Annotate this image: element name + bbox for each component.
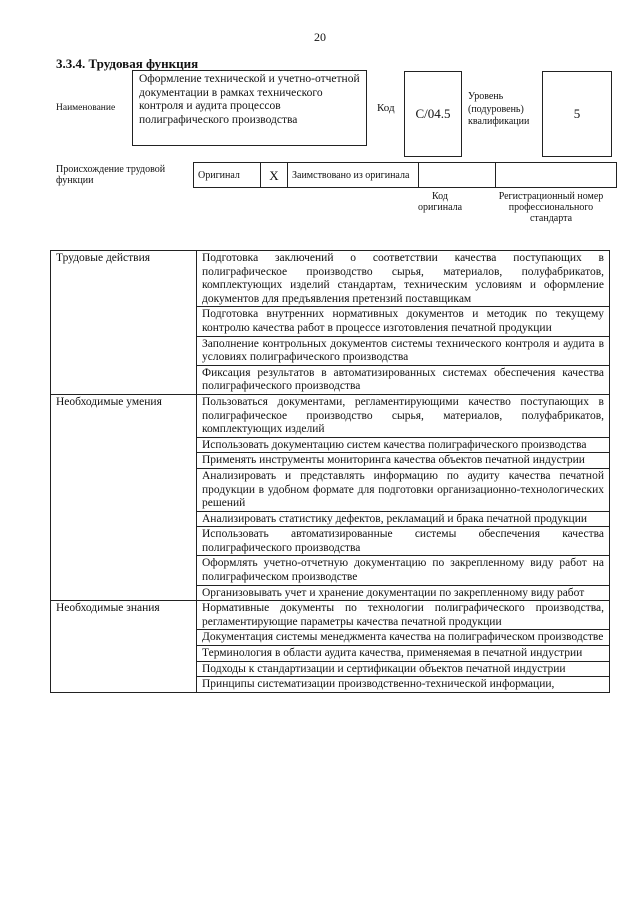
table-cell: Оформлять учетно-отчетную документацию по закрепленному виду работ на полиграфическом производстве: [197, 556, 610, 585]
table-cell: Анализировать статистику дефектов, рекламаций и брака печатной продукции: [197, 511, 610, 527]
code-original-label: Код оригинала: [417, 191, 463, 213]
table-cell: Подготовка заключений о соответствии качества поступающих в полиграфическое производство сырья, материалов, полуфабрикатов, комплектующих изделий стандартам, техническим условиям и оформление документов для предъявления претензий поставщикам: [197, 251, 610, 307]
section-label: Трудовые действия: [51, 251, 197, 395]
name-value: Оформление технической и учетно-отчетной документации в рамках технического контроля и аудита процессов полиграфического производства: [132, 70, 367, 146]
page-number: 20: [314, 30, 326, 44]
code-value: С/04.5: [404, 71, 462, 157]
section-title: 3.3.4. Трудовая функция: [56, 56, 199, 71]
reg-number-cell: [496, 163, 617, 188]
table-cell: Использовать документацию систем качества полиграфического производства: [197, 437, 610, 453]
table-row: [51, 394, 610, 437]
section-labor-actions: [51, 251, 610, 395]
origin-table: [193, 162, 617, 188]
table-cell: Подготовка внутренних нормативных документов и методик по текущему контролю качества работ в процессе изготовления печатной продукции: [197, 307, 610, 336]
table-cell: Подходы к стандартизации и сертификации объектов печатной индустрии: [197, 661, 610, 677]
name-label: Наименование: [56, 103, 116, 113]
table-cell: Организовывать учет и хранение документации по закрепленному виду работ: [197, 585, 610, 601]
table-cell: Фиксация результатов в автоматизированных системах обеспечения качества полиграфического производства: [197, 365, 610, 394]
table-cell: Анализировать и представлять информацию по аудиту качества печатной продукции в удобном формате для подготовки организационно-технологических решений: [197, 468, 610, 511]
table-cell: Принципы систематизации производственно-технической информации,: [197, 677, 610, 693]
table-row: [51, 251, 610, 307]
code-original-cell: [419, 163, 496, 188]
origin-label: Происхождение трудовой функции: [56, 164, 166, 186]
table-cell: Пользоваться документами, регламентирующими качество поступающих в полиграфическое производство сырья, материалов, полуфабрикатов, комплектующих изделий: [197, 394, 610, 437]
section-knowledge: [51, 601, 610, 693]
table-cell: Использовать автоматизированные системы обеспечения качества полиграфического производства: [197, 527, 610, 556]
table-cell: Применять инструменты мониторинга качества объектов печатной индустрии: [197, 453, 610, 469]
original-mark: X: [261, 163, 288, 188]
borrowed-label: Заимствовано из оригинала: [288, 163, 419, 188]
original-label: Оригинал: [194, 163, 261, 188]
section-skills: [51, 394, 610, 600]
table-cell: Нормативные документы по технологии полиграфического производства, регламентирующие параметры качества печатной продукции: [197, 601, 610, 630]
reg-number-label: Регистрационный номер профессионального стандарта: [498, 191, 604, 224]
table-cell: Терминология в области аудита качества, применяемая в печатной индустрии: [197, 646, 610, 662]
level-value: 5: [542, 71, 612, 157]
table-cell: Заполнение контрольных документов системы технического контроля и аудита в условиях полиграфического производства: [197, 336, 610, 365]
table-cell: Документация системы менеджмента качества на полиграфическом производстве: [197, 630, 610, 646]
function-table: [50, 250, 610, 693]
section-label: Необходимые знания: [51, 601, 197, 693]
level-label: Уровень (подуровень) квалификации: [468, 91, 530, 127]
code-label: Код: [377, 102, 395, 114]
section-label: Необходимые умения: [51, 394, 197, 600]
table-row: [51, 601, 610, 630]
